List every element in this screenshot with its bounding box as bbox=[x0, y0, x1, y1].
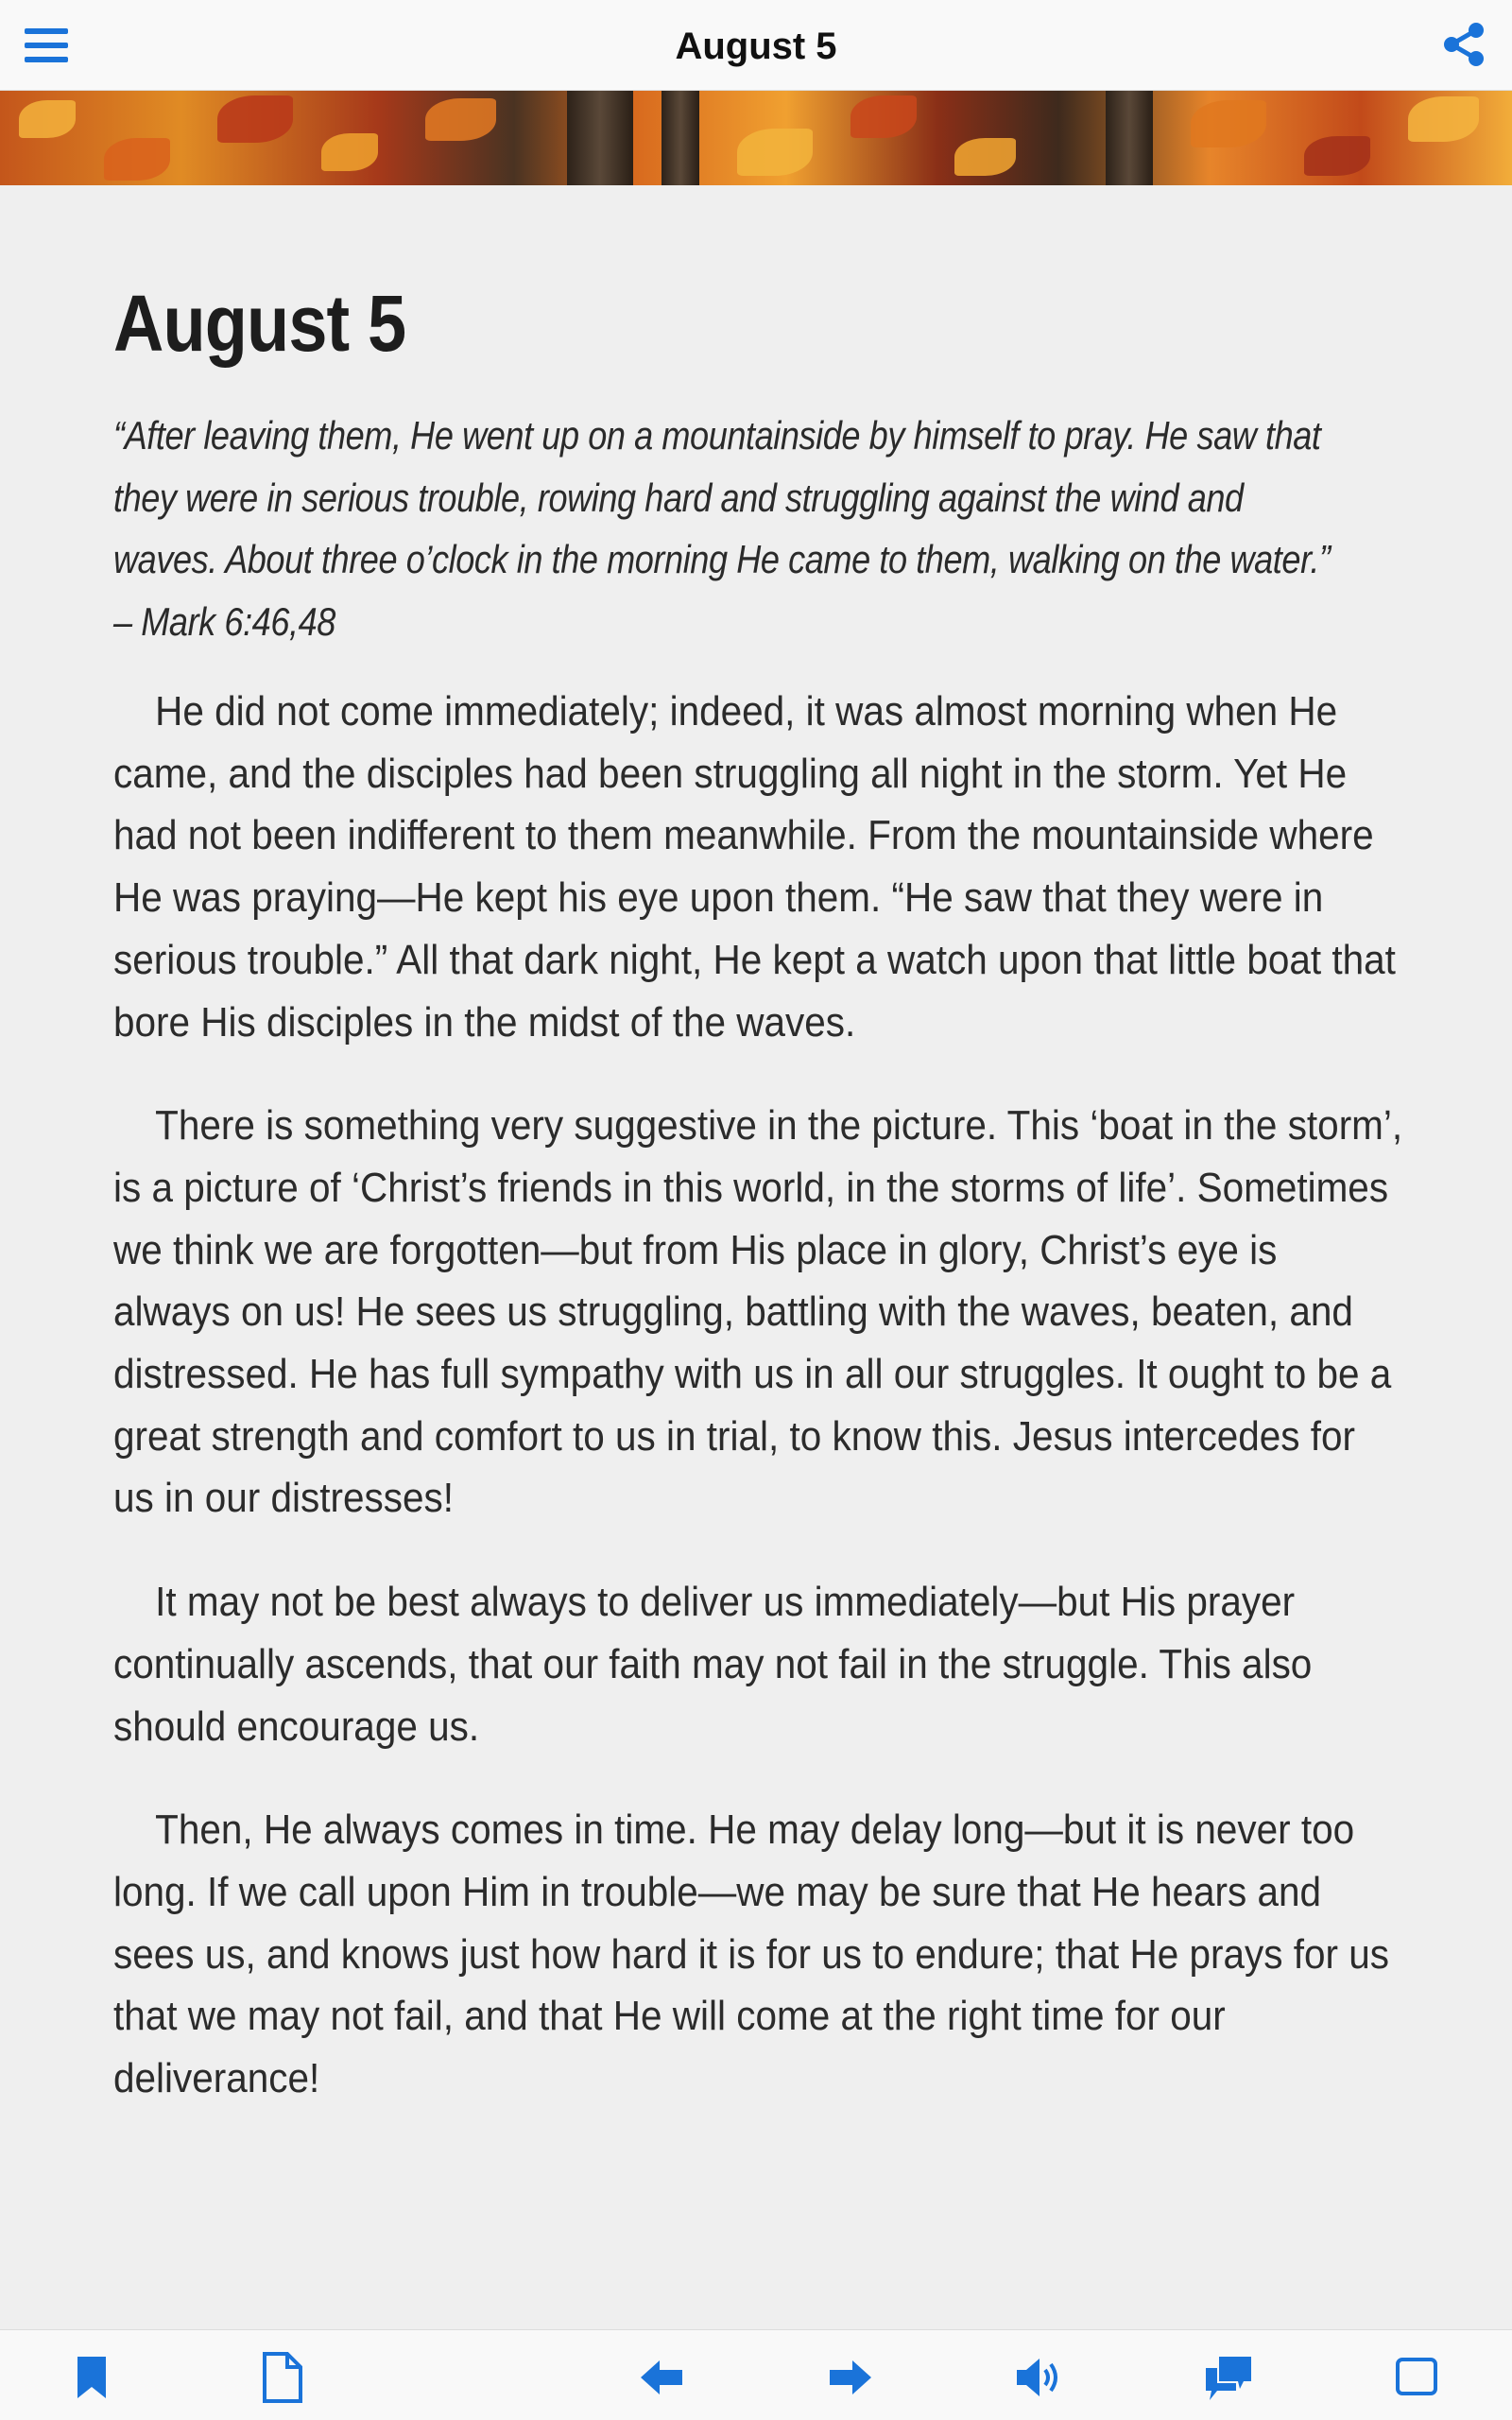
autumn-leaves-banner bbox=[0, 91, 1512, 185]
next-arrow-icon[interactable] bbox=[824, 2351, 877, 2404]
bookmark-icon[interactable] bbox=[68, 2351, 121, 2404]
top-app-bar bbox=[0, 0, 1512, 91]
article-paragraph: There is something very suggestive in the picture. This ‘boat in the storm’, is a picture of ‘Christ’s friends in this world, in the storms of life’. Sometimes we think we are forgotten—but from His place in glory, Christ’s eye is always on us! He sees us struggling, battling with the waves, beaten, and distressed. He has full sympathy with us in all our struggles. It ought to be a great strength and comfort to us in trial, to know this. Jesus intercedes for us in our distresses! bbox=[113, 1102, 1403, 1522]
comments-icon[interactable] bbox=[1202, 2351, 1255, 2404]
article-content bbox=[113, 185, 1408, 2110]
bottom-toolbar bbox=[0, 2329, 1512, 2420]
scripture-verse: “After leaving them, He went up on a mountainside by himself to pray. He saw that they were in serious trouble, rowing hard and struggling against the wind and waves. About three o’clock in the morning He came to them, walking on the water.” – Mark 6:46,48 bbox=[113, 413, 1331, 644]
speaker-icon[interactable] bbox=[1013, 2351, 1066, 2404]
article-paragraph: Then, He always comes in time. He may delay long—but it is never too long. If we call upon Him in trouble—we may be sure that He hears and sees us, and knows just how hard it is for us to endure; that He prays for us that we may not fail, and that He will come at the right time for our deliverance! bbox=[113, 1806, 1390, 2102]
header-title: August 5 bbox=[675, 26, 837, 67]
document-icon[interactable] bbox=[257, 2351, 310, 2404]
fullscreen-icon[interactable] bbox=[1391, 2351, 1444, 2404]
share-icon[interactable] bbox=[1440, 21, 1487, 68]
previous-arrow-icon[interactable] bbox=[635, 2351, 688, 2404]
page-title: August 5 bbox=[113, 279, 406, 368]
article-paragraph: It may not be best always to deliver us immediately—but His prayer continually ascends, that our faith may not fail in the struggle. This also should encourage us. bbox=[113, 1579, 1313, 1750]
article-paragraph: He did not come immediately; indeed, it was almost morning when He came, and the disciples had been struggling all night in the storm. Yet He had not been indifferent to them meanwhile. From the mountainside where He was praying—He kept his eye upon them. “He saw that they were in serious trouble.” All that dark night, He kept a watch upon that little boat that bore His disciples in the midst of the waves. bbox=[113, 688, 1396, 1046]
